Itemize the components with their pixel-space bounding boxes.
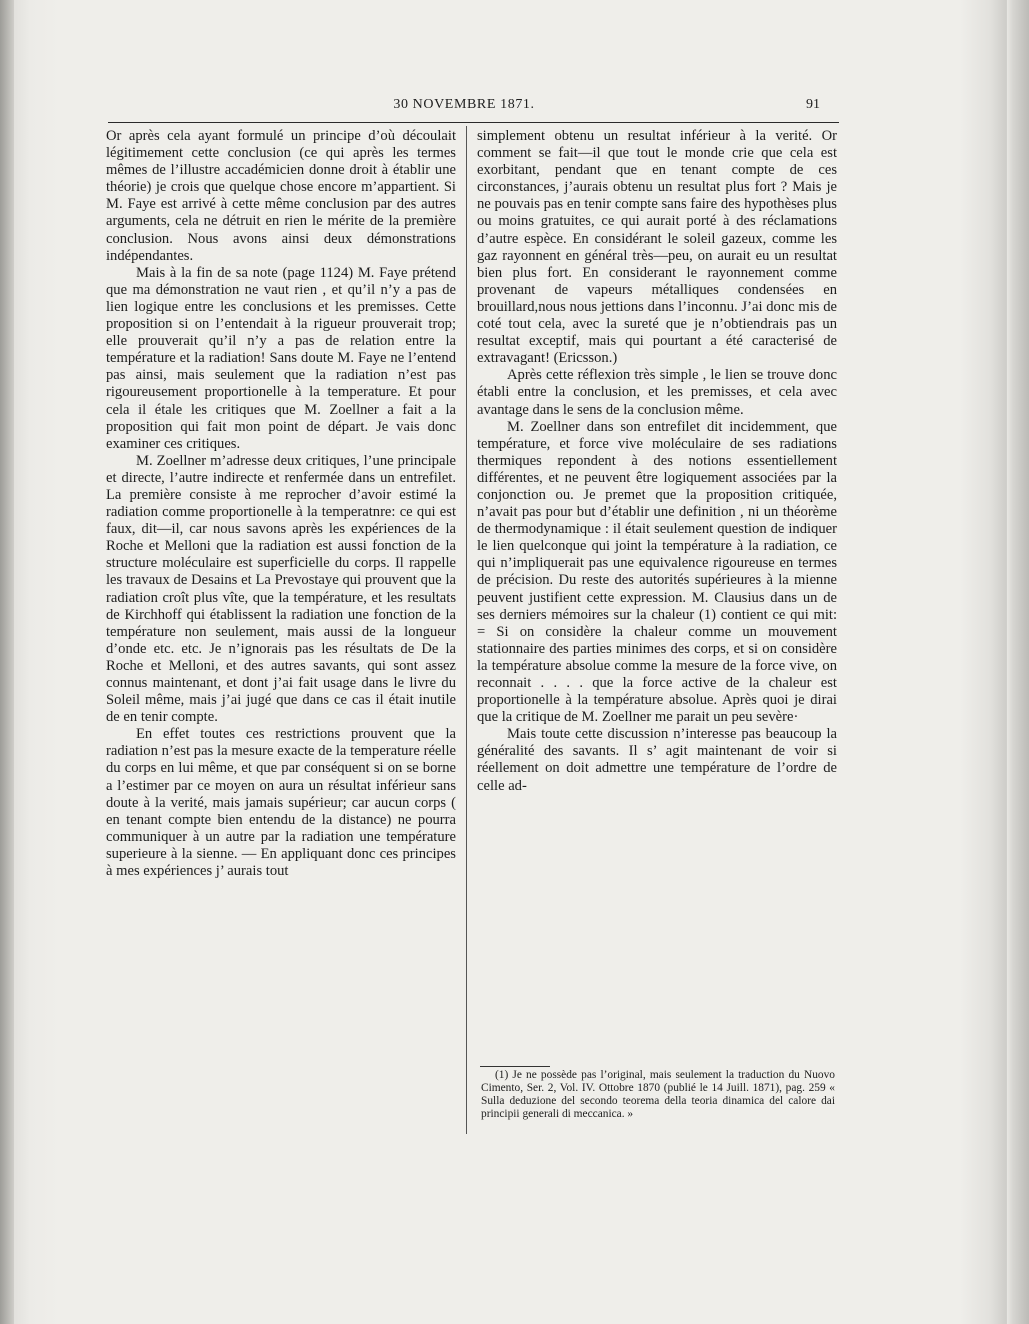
binding-edge	[0, 0, 14, 1324]
paragraph: Mais à la fin de sa note (page 1124) M. Faye prétend que ma démonstration ne vaut rien , et qu’il n’y a pas de lien logique entre les conclusions et les premisses. Cette proposition si on l’entendait à la rigueur prouverait trop; elle prouverait qu’il n’y a pas de relation entre la température et la radiation! Sans doute M. Faye ne l’entend pas ainsi, mais seulement que la radiation n’est pas rigoureusement proportionelle à la temperature. Et pour cela il étale les critiques que M. Zoellner a fait a la proposition qui fait mon point de départ. Je vais donc examiner ces critiques.	[106, 264, 456, 452]
column-divider	[466, 126, 467, 1134]
header-rule	[108, 122, 839, 123]
paragraph: M. Zoellner m’adresse deux critiques, l’une principale et directe, l’autre indirecte et renfermée dans un entrefilet. La première consiste à me reprocher d’avoir estimé la radiation comme proportionelle à la temperatnre: ce qui est faux, dit—il, car nous savons après les expériences de la Roche et Melloni que la radiation est aussi fonction de la structure moléculaire est superficielle du corps. Il rappelle les travaux de Desains et La Prevostaye qui prouvent que la radiation croît plus vîte, que la température, et les resultats de Kirchhoff qui établissent la radiation une fonction de la température non seulement, mais aussi de la longueur d’onde etc. etc. Je n’ignorais pas les résultats de De la Roche et Melloni, et des autres savants, qui sont assez connus maintenant, et dont j’ai fait usage dans le livre du Soleil même, mais j’ai jugé que dans ce cas il était inutile de en tenir compte.	[106, 452, 456, 726]
running-header	[108, 97, 820, 119]
page-edge	[1006, 0, 1029, 1324]
paragraph: simplement obtenu un resultat inférieur à la verité. Or comment se fait—il que tout le monde crie que cela est exorbitant, pendant que en tenant compte de ces circonstances, j’aurais obtenu un resultat plus fort ? Mais je ne pouvais pas en tenir compte sans faire des hypothèses plus ou moins gratuites, ce qui aurait porté à des réclamations d’autre espèce. En considérant le soleil gazeux, comme les gaz rayonnent en général très—peu, on aurait eu un resultat bien plus fort. En considerant le rayonnement comme provenant de vapeurs métalliques condensées en brouillard,nous nous jettions dans l’inconnu. J’ai donc mis de coté tout cela, avec la sureté que je n’obtiendrais pas un resultat exceptif, mais qui pourtant a été caracterisé de extravagant! (Ericsson.)	[477, 128, 837, 367]
paragraph: Or après cela ayant formulé un principe d’où découlait légitimement cette conclusion (ce qui après les termes mêmes de l’illustre accadémicien donne droit à établir une théorie) je crois que quelque chose encore m’appartient. Si M. Faye est arrivé à cette même conclusion par des autres arguments, cela ne détruit en rien le mérite de la première conclusion. Nous avons ainsi deux démonstrations indépendantes.	[106, 128, 456, 264]
paragraph: Après cette réflexion très simple , le lien se trouve donc établi entre la conclusion, et les premisses, et cela avec avantage dans le sens de la conclusion même.	[477, 367, 837, 418]
paragraph: Mais toute cette discussion n’interesse pas beaucoup la généralité des savants. Il s’ agit maintenant de voir si réellement on doit admettre une température de l’ordre de celle ad-	[477, 726, 837, 794]
left-column	[106, 128, 456, 880]
paragraph: En effet toutes ces restrictions prouvent que la radiation n’est pas la mesure exacte de la temperature réelle du corps en lui même, et que par conséquent si on se borne a l’estimer par ce moyen on aura un résultat inférieur sans doute à la verité, mais jamais supérieur; car aucun corps ( en tenant compte bien entendu de la distance) ne pourra communiquer à un autre par la radiation une température superieure à la sienne. — En appliquant donc ces principes à mes expériences j’ aurais tout	[106, 726, 456, 880]
footnote	[481, 1069, 835, 1121]
header-date: 30 NOVEMBRE 1871.	[393, 97, 535, 112]
right-column	[477, 128, 837, 795]
paragraph: M. Zoellner dans son entrefilet dit incidemment, que température, et force vive moléculaire de ses radiations thermiques repondent à des notions essentiellement différentes, et ne peuvent être logiquement associées par la conjonction ou. Je premet que la proposition critiquée, n’avait pas pour but d’établir une definition , ni un théorème de thermodynamique : il était seulement question de indiquer le lien quelconque qui joint la température à la radiation, ce qui n’impliquerait pas une equivalence rigoureuse en termes de précision. Du reste des autorités supérieures à la mienne peuvent justifient cette expression. M. Clausius dans un de ses derniers mémoires sur la chaleur (1) contient ce qui mit: = Si on considère la chaleur comme un mouvement stationnaire des parties minimes des corps, et si on considère la température absolue comme la mesure de la force vive, on reconnait . . . . que la force active de la chaleur est proportionelle à la température absolue. Après quoi je dirai que la critique de M. Zoellner me parait un peu sevère·	[477, 418, 837, 726]
footnote-text: (1) Je ne possède pas l’original, mais seulement la traduction du Nuovo Cimento, Ser. 2, Vol. IV. Ottobre 1870 (publié le 14 Juill. 1871), pag. 259 « Sulla deduzione del secondo teorema della teoria dinamica del calore dai principii generali di meccanica. »	[481, 1069, 835, 1120]
page-number: 91	[806, 97, 820, 112]
footnote-rule	[480, 1066, 550, 1067]
